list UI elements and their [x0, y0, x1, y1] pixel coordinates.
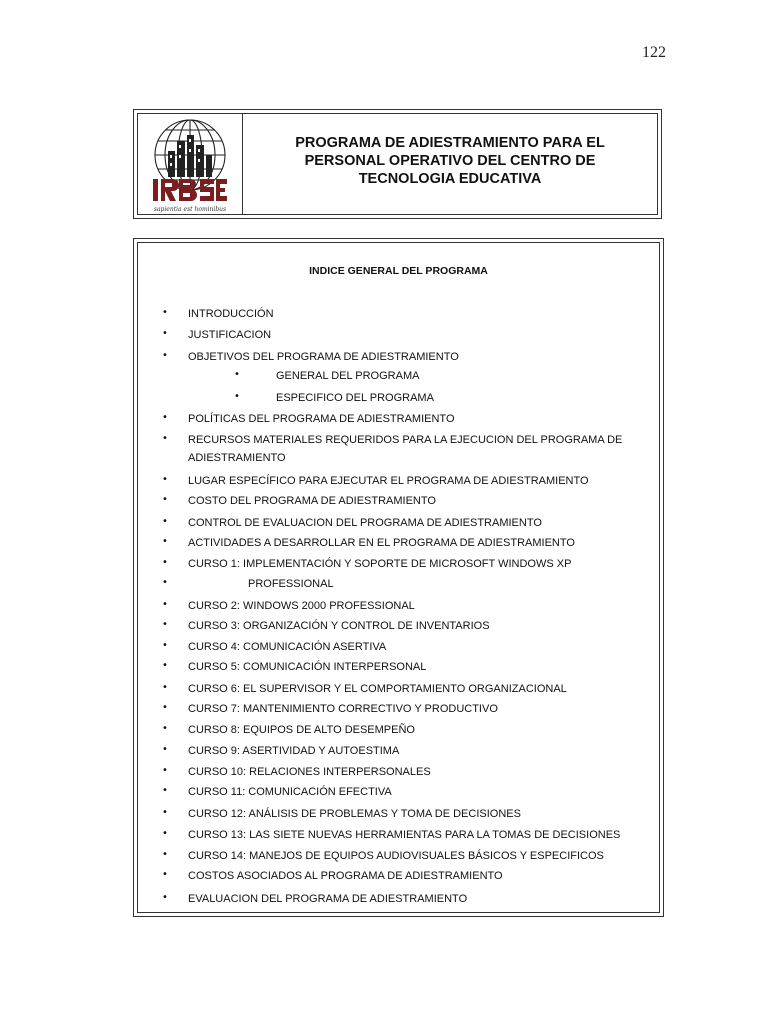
title-line: PROGRAMA DE ADIESTRAMIENTO PARA EL — [295, 135, 605, 151]
page-number: 122 — [642, 44, 666, 61]
bullet-icon: • — [162, 412, 168, 423]
bullet-icon: • — [234, 369, 240, 380]
index-item: CURSO 5: COMUNICACIÓN INTERPERSONAL — [188, 661, 427, 673]
bullet-icon: • — [162, 892, 168, 903]
bullet-icon: • — [162, 599, 168, 610]
header-inner-frame — [137, 113, 658, 215]
index-item: CURSO 12: ANÁLISIS DE PROBLEMAS Y TOMA DE DECISIONES — [188, 808, 521, 820]
index-item: JUSTIFICACION — [188, 329, 272, 341]
index-item: CURSO 11: COMUNICACIÓN EFECTIVA — [188, 786, 392, 798]
index-item: CURSO 7: MANTENIMIENTO CORRECTIVO Y PRODUCTIVO — [188, 703, 498, 715]
bullet-icon: • — [162, 807, 168, 818]
index-item: CURSO 3: ORGANIZACIÓN Y CONTROL DE INVENTARIOS — [188, 620, 490, 632]
index-item: CURSO 1: IMPLEMENTACIÓN Y SOPORTE DE MICROSOFT WINDOWS XP — [188, 558, 572, 570]
index-item: CURSO 10: RELACIONES INTERPERSONALES — [188, 766, 431, 778]
bullet-icon: • — [162, 869, 168, 880]
index-subitem: GENERAL DEL PROGRAMA — [276, 370, 420, 382]
document-title — [295, 134, 605, 188]
bullet-icon: • — [162, 640, 168, 651]
index-item: CURSO 6: EL SUPERVISOR Y EL COMPORTAMIENTO ORGANIZACIONAL — [188, 683, 567, 695]
bullet-icon: • — [162, 723, 168, 734]
index-item: PROFESSIONAL — [248, 578, 334, 590]
logo-motto: sapientia est hominibus — [153, 206, 227, 213]
bullet-icon: • — [162, 433, 168, 444]
index-item: COSTOS ASOCIADOS AL PROGRAMA DE ADIESTRAMIENTO — [188, 870, 503, 882]
bullet-icon: • — [162, 785, 168, 796]
index-item: INTRODUCCIÓN — [188, 308, 274, 320]
title-line: PERSONAL OPERATIVO DEL CENTRO DE — [304, 153, 596, 169]
title-cell — [243, 114, 657, 214]
index-subitem: ESPECIFICO DEL PROGRAMA — [276, 392, 434, 404]
index-box — [133, 238, 664, 917]
bullet-icon: • — [162, 328, 168, 339]
index-item: POLÍTICAS DEL PROGRAMA DE ADIESTRAMIENTO — [188, 413, 455, 425]
index-item: OBJETIVOS DEL PROGRAMA DE ADIESTRAMIENTO — [188, 351, 459, 363]
index-item: CURSO 13: LAS SIETE NUEVAS HERRAMIENTAS PARA LA TOMAS DE DECISIONES — [188, 829, 621, 841]
bullet-icon: • — [162, 474, 168, 485]
bullet-icon: • — [162, 536, 168, 547]
index-item: ADIESTRAMIENTO — [188, 452, 286, 464]
index-item: COSTO DEL PROGRAMA DE ADIESTRAMIENTO — [188, 495, 436, 507]
logo-cell — [138, 114, 243, 214]
index-title: INDICE GENERAL DEL PROGRAMA — [309, 265, 488, 277]
index-item: CURSO 14: MANEJOS DE EQUIPOS AUDIOVISUALES BÁSICOS Y ESPECIFICOS — [188, 850, 604, 862]
bullet-icon: • — [162, 494, 168, 505]
bullet-icon: • — [162, 516, 168, 527]
index-item: CURSO 8: EQUIPOS DE ALTO DESEMPEÑO — [188, 724, 415, 736]
bullet-icon: • — [162, 682, 168, 693]
index-item: RECURSOS MATERIALES REQUERIDOS PARA LA EJECUCION DEL PROGRAMA DE — [188, 434, 623, 446]
index-inner-frame — [137, 242, 660, 913]
bullet-icon: • — [234, 391, 240, 402]
bullet-icon: • — [162, 557, 168, 568]
index-item: ACTIVIDADES A DESARROLLAR EN EL PROGRAMA DE ADIESTRAMIENTO — [188, 537, 575, 549]
index-item: CURSO 2: WINDOWS 2000 PROFESSIONAL — [188, 600, 415, 612]
bullet-icon: • — [162, 307, 168, 318]
bullet-icon: • — [162, 660, 168, 671]
globe-city-logo-icon — [152, 117, 228, 205]
title-line: TECNOLOGIA EDUCATIVA — [358, 171, 542, 187]
bullet-icon: • — [162, 702, 168, 713]
index-item: EVALUACION DEL PROGRAMA DE ADIESTRAMIENTO — [188, 893, 468, 905]
bullet-icon: • — [162, 619, 168, 630]
bullet-icon: • — [162, 828, 168, 839]
index-item: CONTROL DE EVALUACION DEL PROGRAMA DE ADIESTRAMIENTO — [188, 517, 542, 529]
bullet-icon: • — [162, 849, 168, 860]
bullet-icon: • — [162, 744, 168, 755]
bullet-icon: • — [162, 765, 168, 776]
bullet-icon: • — [162, 577, 168, 588]
header-box — [133, 109, 662, 219]
index-item: CURSO 9: ASERTIVIDAD Y AUTOESTIMA — [188, 745, 400, 757]
bullet-icon: • — [162, 350, 168, 361]
index-item: LUGAR ESPECÍFICO PARA EJECUTAR EL PROGRAMA DE ADIESTRAMIENTO — [188, 475, 589, 487]
index-item: CURSO 4: COMUNICACIÓN ASERTIVA — [188, 641, 387, 653]
